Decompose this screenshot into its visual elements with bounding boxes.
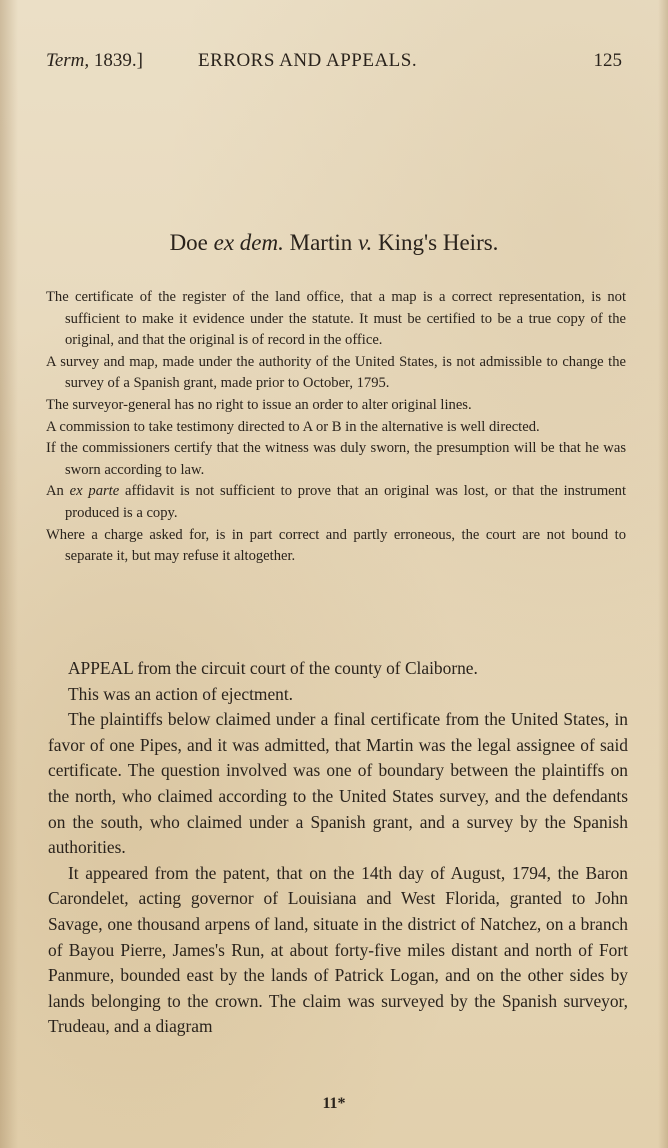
signature-mark: 11* bbox=[322, 1095, 346, 1112]
headnote: A commission to take testimony directed to A or B in the alternative is well directed. bbox=[46, 418, 540, 435]
headnote bbox=[46, 481, 626, 524]
running-head-title: ERRORS AND APPEALS. bbox=[198, 50, 418, 71]
case-title bbox=[0, 230, 668, 256]
running-head-term bbox=[46, 50, 143, 72]
running-head bbox=[46, 50, 622, 76]
body-text bbox=[48, 656, 628, 1040]
headnote-italic-term: ex parte bbox=[69, 483, 120, 500]
body-paragraph: It appeared from the patent, that on the 14th day of August, 1794, the Baron Carondelet, acting governor of Louisiana and West Florida, granted to John Savage, one thousand arpens of land, situate in the district of Natchez, on a branch of Bayou Pierre, James's Run, at about forty-five miles distant and north of Fort Panmure, bounded east by the lands of Patrick Logan, and on the other sides by lands belonging to the crown. The claim was surveyed by the Spanish surveyor, Trudeau, and a diagram bbox=[48, 862, 628, 1037]
body-paragraph: APPEAL from the circuit court of the county of Claiborne. bbox=[68, 658, 478, 678]
case-title-doe: Doe bbox=[169, 230, 208, 255]
headnote: A survey and map, made under the authority of the United States, is not admissible to change the survey of a Spanish grant, made prior to October, 1795. bbox=[46, 353, 626, 392]
term-year: 1839.] bbox=[93, 50, 143, 71]
case-title-kings-heirs: King's Heirs. bbox=[378, 230, 499, 255]
headnote: The certificate of the register of the land office, that a map is a correct representation, is not sufficient to make it evidence under the statute. It must be certified to be a true copy of the original, and that the original is of record in the office. bbox=[46, 289, 626, 349]
headnote: If the commissioners certify that the witness was duly sworn, the presumption will be that he was sworn according to law. bbox=[46, 440, 626, 478]
headnote: Where a charge asked for, is in part correct and partly erroneous, the court are not bound to separate it, but may refuse it altogether. bbox=[46, 526, 626, 565]
case-title-ex-dem: ex dem. bbox=[213, 230, 284, 255]
headnote-prefix: An bbox=[46, 483, 64, 500]
body-paragraph: The plaintiffs below claimed under a final certificate from the United States, in favor of one Pipes, and it was admitted, that Martin was the legal assignee of said certificate. The question involved was one of boundary between the plaintiffs on the north, who claimed according to the United States survey, and the defendants on the south, who claimed under a Spanish grant, and a survey by the Spanish authorities. bbox=[48, 709, 628, 858]
case-title-martin: Martin bbox=[289, 230, 353, 255]
headnotes bbox=[46, 287, 626, 568]
term-word: Term, bbox=[46, 50, 90, 71]
page-number: 125 bbox=[593, 50, 622, 71]
body-paragraph: This was an action of ejectment. bbox=[68, 683, 294, 704]
headnote: The surveyor-general has no right to issue an order to alter original lines. bbox=[46, 396, 472, 413]
case-title-versus: v. bbox=[358, 230, 373, 255]
headnote-rest: affidavit is not sufficient to prove that an original was lost, or that the instrument produced is a copy. bbox=[65, 483, 626, 521]
